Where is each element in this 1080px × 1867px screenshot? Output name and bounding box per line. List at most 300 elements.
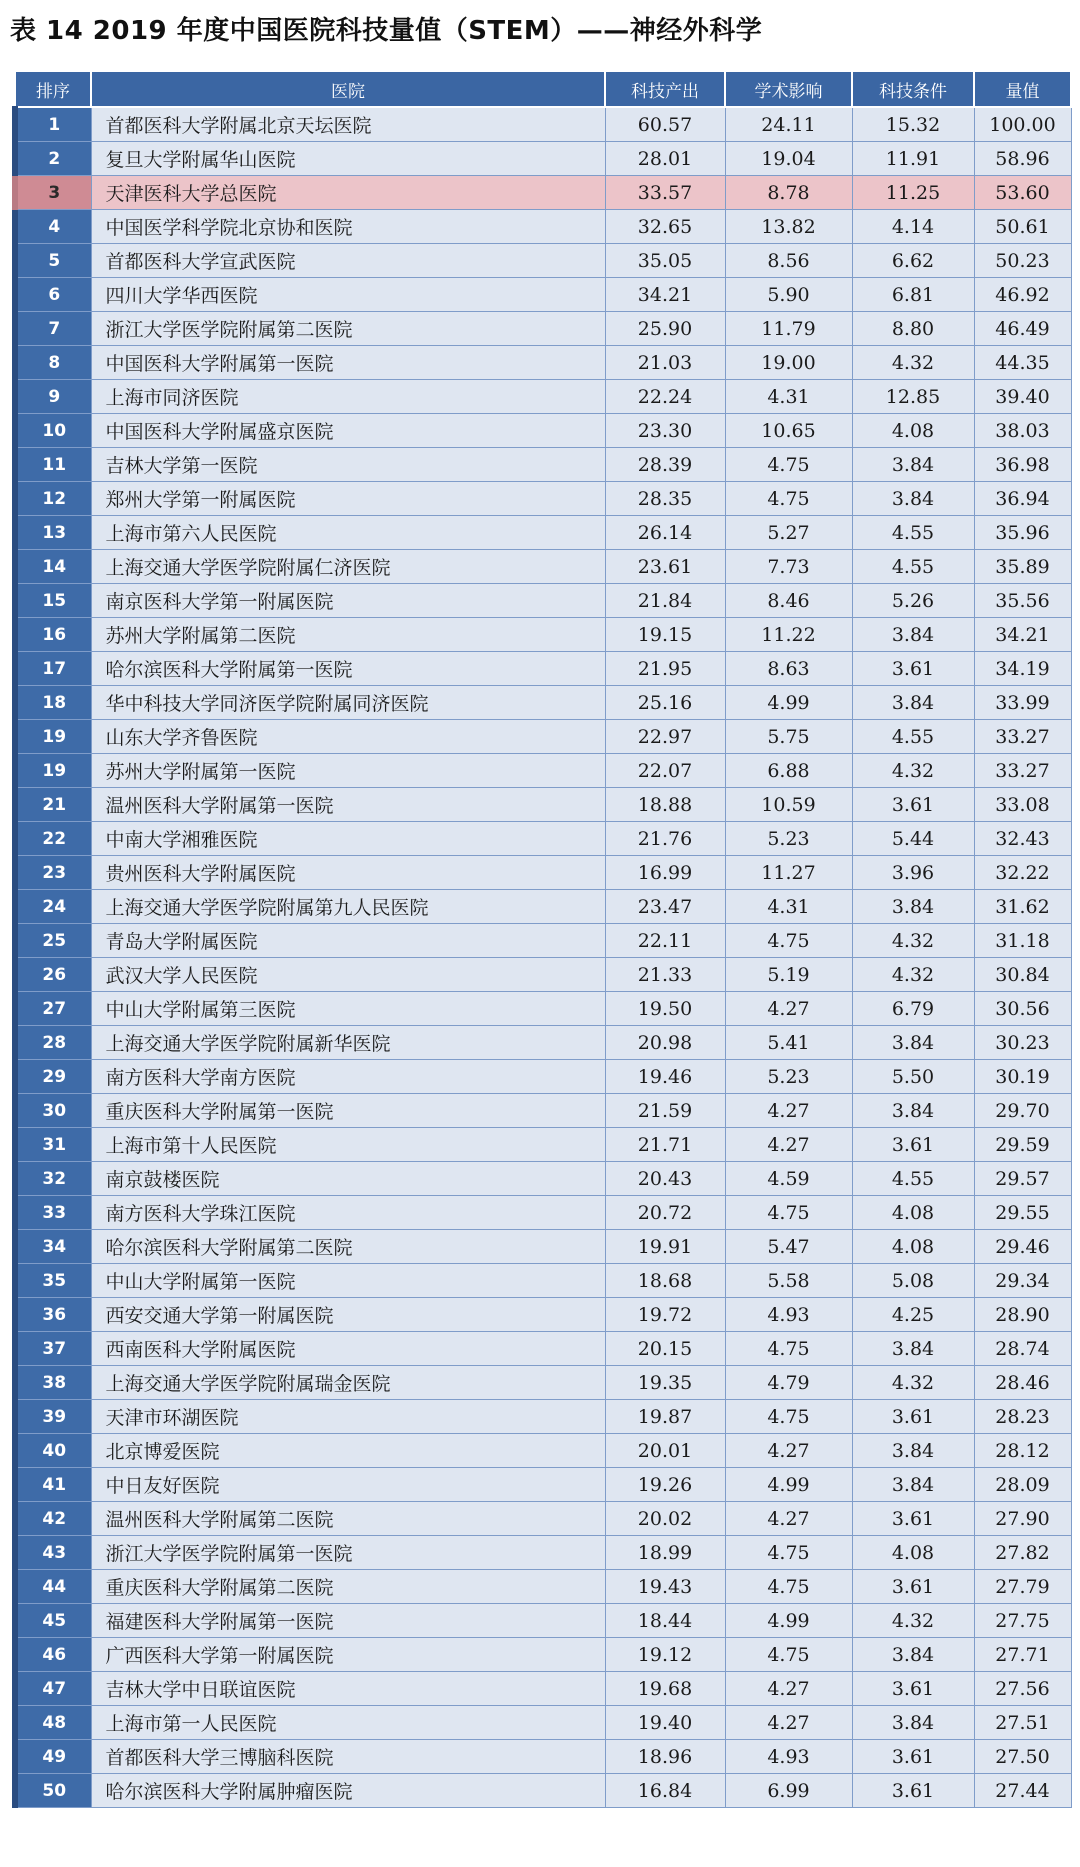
output-cell: 18.68: [605, 1264, 725, 1298]
hospital-cell: 重庆医科大学附属第一医院: [91, 1094, 605, 1128]
value-cell: 32.22: [974, 856, 1071, 890]
rank-cell: 21: [15, 788, 91, 822]
hospital-cell: 中国医科大学附属第一医院: [91, 346, 605, 380]
rank-cell: 30: [15, 1094, 91, 1128]
table-row: [15, 1400, 1071, 1434]
academic-impact-cell: 5.19: [725, 958, 852, 992]
conditions-cell: 4.32: [852, 346, 974, 380]
value-cell: 29.55: [974, 1196, 1071, 1230]
academic-impact-cell: 4.27: [725, 1094, 852, 1128]
value-cell: 100.00: [974, 107, 1071, 142]
conditions-cell: 6.62: [852, 244, 974, 278]
ranking-table: [12, 70, 1072, 1808]
output-cell: 16.99: [605, 856, 725, 890]
output-cell: 18.99: [605, 1536, 725, 1570]
conditions-cell: 3.61: [852, 1740, 974, 1774]
conditions-cell: 3.84: [852, 1468, 974, 1502]
value-cell: 36.94: [974, 482, 1071, 516]
value-cell: 38.03: [974, 414, 1071, 448]
academic-impact-cell: 4.75: [725, 1196, 852, 1230]
output-cell: 18.96: [605, 1740, 725, 1774]
hospital-cell: 上海交通大学医学院附属第九人民医院: [91, 890, 605, 924]
rank-cell: 11: [15, 448, 91, 482]
hospital-cell: 南方医科大学珠江医院: [91, 1196, 605, 1230]
output-cell: 22.11: [605, 924, 725, 958]
conditions-cell: 5.08: [852, 1264, 974, 1298]
output-cell: 19.40: [605, 1706, 725, 1740]
output-cell: 20.01: [605, 1434, 725, 1468]
conditions-cell: 4.32: [852, 754, 974, 788]
value-cell: 31.18: [974, 924, 1071, 958]
hospital-cell: 中国医学科学院北京协和医院: [91, 210, 605, 244]
table-row: [15, 720, 1071, 754]
hospital-cell: 哈尔滨医科大学附属肿瘤医院: [91, 1774, 605, 1808]
academic-impact-cell: 4.31: [725, 890, 852, 924]
academic-impact-cell: 4.75: [725, 1400, 852, 1434]
academic-impact-cell: 8.63: [725, 652, 852, 686]
table-row: [15, 176, 1071, 210]
output-cell: 16.84: [605, 1774, 725, 1808]
output-cell: 19.91: [605, 1230, 725, 1264]
value-cell: 27.75: [974, 1604, 1071, 1638]
academic-impact-cell: 11.79: [725, 312, 852, 346]
academic-impact-cell: 11.22: [725, 618, 852, 652]
hospital-cell: 上海市第六人民医院: [91, 516, 605, 550]
rank-cell: 43: [15, 1536, 91, 1570]
output-cell: 20.02: [605, 1502, 725, 1536]
table-title: 表 14 2019 年度中国医院科技量值（STEM）——神经外科学: [10, 16, 763, 46]
table-row: [15, 482, 1071, 516]
table-row: [15, 924, 1071, 958]
output-cell: 21.33: [605, 958, 725, 992]
value-cell: 28.90: [974, 1298, 1071, 1332]
rank-cell: 6: [15, 278, 91, 312]
conditions-cell: 4.55: [852, 1162, 974, 1196]
hospital-cell: 南京医科大学第一附属医院: [91, 584, 605, 618]
conditions-cell: 3.61: [852, 1502, 974, 1536]
output-cell: 20.15: [605, 1332, 725, 1366]
value-cell: 28.74: [974, 1332, 1071, 1366]
academic-impact-cell: 5.23: [725, 1060, 852, 1094]
table-row: [15, 652, 1071, 686]
hospital-cell: 天津医科大学总医院: [91, 176, 605, 210]
output-cell: 23.47: [605, 890, 725, 924]
academic-impact-cell: 4.27: [725, 1672, 852, 1706]
hospital-cell: 中山大学附属第一医院: [91, 1264, 605, 1298]
conditions-cell: 4.14: [852, 210, 974, 244]
conditions-cell: 4.32: [852, 1604, 974, 1638]
output-cell: 60.57: [605, 107, 725, 142]
rank-cell: 24: [15, 890, 91, 924]
output-cell: 18.88: [605, 788, 725, 822]
output-cell: 28.01: [605, 142, 725, 176]
rank-cell: 29: [15, 1060, 91, 1094]
rank-cell: 32: [15, 1162, 91, 1196]
value-cell: 34.19: [974, 652, 1071, 686]
value-cell: 35.56: [974, 584, 1071, 618]
hospital-cell: 四川大学华西医院: [91, 278, 605, 312]
conditions-cell: 3.84: [852, 890, 974, 924]
academic-impact-cell: 4.31: [725, 380, 852, 414]
table-row: [15, 1502, 1071, 1536]
hospital-cell: 南京鼓楼医院: [91, 1162, 605, 1196]
rank-cell: 3: [15, 176, 91, 210]
rank-cell: 7: [15, 312, 91, 346]
conditions-cell: 4.08: [852, 1196, 974, 1230]
value-cell: 27.79: [974, 1570, 1071, 1604]
academic-impact-cell: 19.00: [725, 346, 852, 380]
rank-cell: 1: [15, 107, 91, 142]
hospital-cell: 哈尔滨医科大学附属第二医院: [91, 1230, 605, 1264]
rank-cell: 38: [15, 1366, 91, 1400]
output-cell: 20.72: [605, 1196, 725, 1230]
conditions-cell: 3.84: [852, 686, 974, 720]
academic-impact-cell: 4.27: [725, 1128, 852, 1162]
rank-cell: 37: [15, 1332, 91, 1366]
academic-impact-cell: 4.99: [725, 1604, 852, 1638]
academic-impact-cell: 7.73: [725, 550, 852, 584]
academic-impact-cell: 4.27: [725, 1502, 852, 1536]
output-cell: 28.35: [605, 482, 725, 516]
hospital-cell: 复旦大学附属华山医院: [91, 142, 605, 176]
table-row: [15, 107, 1071, 142]
table-row: [15, 414, 1071, 448]
academic-impact-cell: 24.11: [725, 107, 852, 142]
table-row: [15, 1536, 1071, 1570]
conditions-cell: 4.55: [852, 516, 974, 550]
value-cell: 35.96: [974, 516, 1071, 550]
output-cell: 19.68: [605, 1672, 725, 1706]
rank-cell: 33: [15, 1196, 91, 1230]
output-cell: 21.71: [605, 1128, 725, 1162]
output-cell: 19.15: [605, 618, 725, 652]
hospital-cell: 首都医科大学宣武医院: [91, 244, 605, 278]
conditions-cell: 4.55: [852, 550, 974, 584]
output-cell: 19.35: [605, 1366, 725, 1400]
conditions-cell: 4.25: [852, 1298, 974, 1332]
header-row: [15, 71, 1071, 107]
output-cell: 33.57: [605, 176, 725, 210]
value-cell: 44.35: [974, 346, 1071, 380]
output-cell: 25.90: [605, 312, 725, 346]
rank-cell: 36: [15, 1298, 91, 1332]
academic-impact-cell: 4.75: [725, 482, 852, 516]
table-row: [15, 1706, 1071, 1740]
table-row: [15, 210, 1071, 244]
conditions-cell: 6.81: [852, 278, 974, 312]
value-cell: 29.46: [974, 1230, 1071, 1264]
academic-impact-cell: 4.75: [725, 1570, 852, 1604]
conditions-cell: 3.61: [852, 1570, 974, 1604]
rank-cell: 40: [15, 1434, 91, 1468]
rank-cell: 9: [15, 380, 91, 414]
academic-impact-cell: 10.65: [725, 414, 852, 448]
output-cell: 19.43: [605, 1570, 725, 1604]
academic-impact-cell: 5.58: [725, 1264, 852, 1298]
table-row: [15, 312, 1071, 346]
conditions-cell: 3.84: [852, 618, 974, 652]
hospital-cell: 西安交通大学第一附属医院: [91, 1298, 605, 1332]
table-row: [15, 1570, 1071, 1604]
value-cell: 46.49: [974, 312, 1071, 346]
table-row: [15, 958, 1071, 992]
hospital-cell: 华中科技大学同济医学院附属同济医院: [91, 686, 605, 720]
output-cell: 19.87: [605, 1400, 725, 1434]
rank-cell: 12: [15, 482, 91, 516]
academic-impact-cell: 8.56: [725, 244, 852, 278]
rank-cell: 17: [15, 652, 91, 686]
value-cell: 30.56: [974, 992, 1071, 1026]
rank-cell: 41: [15, 1468, 91, 1502]
hospital-cell: 中国医科大学附属盛京医院: [91, 414, 605, 448]
value-cell: 27.71: [974, 1638, 1071, 1672]
table-row: [15, 244, 1071, 278]
academic-impact-cell: 5.41: [725, 1026, 852, 1060]
table-row: [15, 380, 1071, 414]
academic-impact-cell: 5.75: [725, 720, 852, 754]
table-row: [15, 1434, 1071, 1468]
value-cell: 46.92: [974, 278, 1071, 312]
hospital-cell: 首都医科大学三博脑科医院: [91, 1740, 605, 1774]
conditions-cell: 4.08: [852, 1230, 974, 1264]
academic-impact-cell: 4.75: [725, 448, 852, 482]
value-cell: 33.27: [974, 720, 1071, 754]
academic-impact-cell: 10.59: [725, 788, 852, 822]
value-cell: 34.21: [974, 618, 1071, 652]
output-cell: 19.26: [605, 1468, 725, 1502]
rank-cell: 14: [15, 550, 91, 584]
table-row: [15, 1740, 1071, 1774]
conditions-cell: 4.08: [852, 1536, 974, 1570]
hospital-cell: 中日友好医院: [91, 1468, 605, 1502]
rank-cell: 16: [15, 618, 91, 652]
value-cell: 32.43: [974, 822, 1071, 856]
academic-impact-cell: 13.82: [725, 210, 852, 244]
value-cell: 53.60: [974, 176, 1071, 210]
rank-cell: 44: [15, 1570, 91, 1604]
value-cell: 33.27: [974, 754, 1071, 788]
academic-impact-cell: 4.93: [725, 1740, 852, 1774]
academic-impact-cell: 8.78: [725, 176, 852, 210]
hospital-cell: 郑州大学第一附属医院: [91, 482, 605, 516]
academic-impact-cell: 4.27: [725, 1706, 852, 1740]
output-cell: 23.30: [605, 414, 725, 448]
output-cell: 19.46: [605, 1060, 725, 1094]
table-row: [15, 1026, 1071, 1060]
table-row: [15, 1060, 1071, 1094]
academic-impact-cell: 4.27: [725, 1434, 852, 1468]
conditions-cell: 3.96: [852, 856, 974, 890]
academic-impact-cell: 8.46: [725, 584, 852, 618]
value-cell: 58.96: [974, 142, 1071, 176]
table-row: [15, 856, 1071, 890]
conditions-cell: 3.84: [852, 1332, 974, 1366]
value-cell: 29.57: [974, 1162, 1071, 1196]
output-cell: 34.21: [605, 278, 725, 312]
output-cell: 21.84: [605, 584, 725, 618]
rank-cell: 39: [15, 1400, 91, 1434]
value-cell: 27.56: [974, 1672, 1071, 1706]
value-cell: 27.44: [974, 1774, 1071, 1808]
output-cell: 18.44: [605, 1604, 725, 1638]
value-cell: 30.23: [974, 1026, 1071, 1060]
output-cell: 21.76: [605, 822, 725, 856]
rank-cell: 5: [15, 244, 91, 278]
academic-impact-cell: 5.27: [725, 516, 852, 550]
hospital-cell: 浙江大学医学院附属第二医院: [91, 312, 605, 346]
conditions-cell: 4.55: [852, 720, 974, 754]
table-row: [15, 584, 1071, 618]
table-row: [15, 1672, 1071, 1706]
value-cell: 36.98: [974, 448, 1071, 482]
output-cell: 26.14: [605, 516, 725, 550]
hospital-cell: 哈尔滨医科大学附属第一医院: [91, 652, 605, 686]
output-cell: 35.05: [605, 244, 725, 278]
hospital-cell: 上海交通大学医学院附属新华医院: [91, 1026, 605, 1060]
table-row: [15, 1332, 1071, 1366]
value-cell: 39.40: [974, 380, 1071, 414]
value-cell: 30.84: [974, 958, 1071, 992]
rank-cell: 49: [15, 1740, 91, 1774]
hospital-cell: 吉林大学中日联谊医院: [91, 1672, 605, 1706]
table-row: [15, 1366, 1071, 1400]
output-cell: 21.95: [605, 652, 725, 686]
academic-impact-cell: 4.99: [725, 686, 852, 720]
conditions-cell: 4.32: [852, 924, 974, 958]
rank-cell: 15: [15, 584, 91, 618]
hospital-cell: 山东大学齐鲁医院: [91, 720, 605, 754]
rank-cell: 26: [15, 958, 91, 992]
output-cell: 21.59: [605, 1094, 725, 1128]
table-row: [15, 992, 1071, 1026]
rank-cell: 8: [15, 346, 91, 380]
conditions-cell: 12.85: [852, 380, 974, 414]
conditions-cell: 3.84: [852, 1094, 974, 1128]
table-row: [15, 1264, 1071, 1298]
value-cell: 29.70: [974, 1094, 1071, 1128]
rank-cell: 28: [15, 1026, 91, 1060]
conditions-cell: 3.61: [852, 1400, 974, 1434]
table-row: [15, 1230, 1071, 1264]
value-cell: 27.82: [974, 1536, 1071, 1570]
rank-cell: 46: [15, 1638, 91, 1672]
table-row: [15, 1604, 1071, 1638]
academic-impact-cell: 4.75: [725, 1638, 852, 1672]
rank-cell: 18: [15, 686, 91, 720]
hospital-cell: 天津市环湖医院: [91, 1400, 605, 1434]
academic-impact-cell: 11.27: [725, 856, 852, 890]
output-cell: 19.50: [605, 992, 725, 1026]
value-cell: 31.62: [974, 890, 1071, 924]
value-cell: 30.19: [974, 1060, 1071, 1094]
conditions-cell: 8.80: [852, 312, 974, 346]
table-row: [15, 1774, 1071, 1808]
conditions-cell: 4.08: [852, 414, 974, 448]
hospital-cell: 吉林大学第一医院: [91, 448, 605, 482]
table-row: [15, 1638, 1071, 1672]
ranking-table-container: [12, 70, 1068, 1808]
output-cell: 19.72: [605, 1298, 725, 1332]
table-row: [15, 686, 1071, 720]
rank-cell: 42: [15, 1502, 91, 1536]
hospital-cell: 苏州大学附属第二医院: [91, 618, 605, 652]
conditions-cell: 5.44: [852, 822, 974, 856]
conditions-cell: 4.32: [852, 1366, 974, 1400]
academic-impact-cell: 5.90: [725, 278, 852, 312]
hospital-cell: 温州医科大学附属第二医院: [91, 1502, 605, 1536]
rank-cell: 45: [15, 1604, 91, 1638]
conditions-cell: 4.32: [852, 958, 974, 992]
hospital-cell: 福建医科大学附属第一医院: [91, 1604, 605, 1638]
header-output: 科技产出: [605, 71, 725, 107]
hospital-cell: 中山大学附属第三医院: [91, 992, 605, 1026]
academic-impact-cell: 4.27: [725, 992, 852, 1026]
hospital-cell: 苏州大学附属第一医院: [91, 754, 605, 788]
header-hospital: 医院: [91, 71, 605, 107]
hospital-cell: 北京博爱医院: [91, 1434, 605, 1468]
hospital-cell: 武汉大学人民医院: [91, 958, 605, 992]
output-cell: 28.39: [605, 448, 725, 482]
rank-cell: 27: [15, 992, 91, 1026]
table-row: [15, 1468, 1071, 1502]
conditions-cell: 15.32: [852, 107, 974, 142]
academic-impact-cell: 4.93: [725, 1298, 852, 1332]
header-academic-impact: 学术影响: [725, 71, 852, 107]
table-row: [15, 788, 1071, 822]
academic-impact-cell: 4.59: [725, 1162, 852, 1196]
value-cell: 33.99: [974, 686, 1071, 720]
output-cell: 20.43: [605, 1162, 725, 1196]
rank-cell: 22: [15, 822, 91, 856]
table-row: [15, 754, 1071, 788]
conditions-cell: 3.61: [852, 788, 974, 822]
table-row: [15, 346, 1071, 380]
value-cell: 28.12: [974, 1434, 1071, 1468]
academic-impact-cell: 4.75: [725, 1332, 852, 1366]
value-cell: 29.59: [974, 1128, 1071, 1162]
output-cell: 25.16: [605, 686, 725, 720]
table-row: [15, 550, 1071, 584]
output-cell: 22.07: [605, 754, 725, 788]
table-row: [15, 142, 1071, 176]
output-cell: 19.12: [605, 1638, 725, 1672]
value-cell: 29.34: [974, 1264, 1071, 1298]
table-row: [15, 822, 1071, 856]
table-row: [15, 1196, 1071, 1230]
hospital-cell: 广西医科大学第一附属医院: [91, 1638, 605, 1672]
academic-impact-cell: 4.75: [725, 924, 852, 958]
conditions-cell: 3.84: [852, 1706, 974, 1740]
conditions-cell: 6.79: [852, 992, 974, 1026]
academic-impact-cell: 4.79: [725, 1366, 852, 1400]
academic-impact-cell: 5.47: [725, 1230, 852, 1264]
table-body: [15, 107, 1071, 1808]
output-cell: 32.65: [605, 210, 725, 244]
conditions-cell: 3.61: [852, 1672, 974, 1706]
hospital-cell: 南方医科大学南方医院: [91, 1060, 605, 1094]
rank-cell: 19: [15, 754, 91, 788]
rank-cell: 25: [15, 924, 91, 958]
value-cell: 28.46: [974, 1366, 1071, 1400]
table-row: [15, 448, 1071, 482]
rank-cell: 47: [15, 1672, 91, 1706]
rank-cell: 48: [15, 1706, 91, 1740]
value-cell: 50.61: [974, 210, 1071, 244]
table-row: [15, 1298, 1071, 1332]
output-cell: 20.98: [605, 1026, 725, 1060]
rank-cell: 19: [15, 720, 91, 754]
table-row: [15, 1128, 1071, 1162]
